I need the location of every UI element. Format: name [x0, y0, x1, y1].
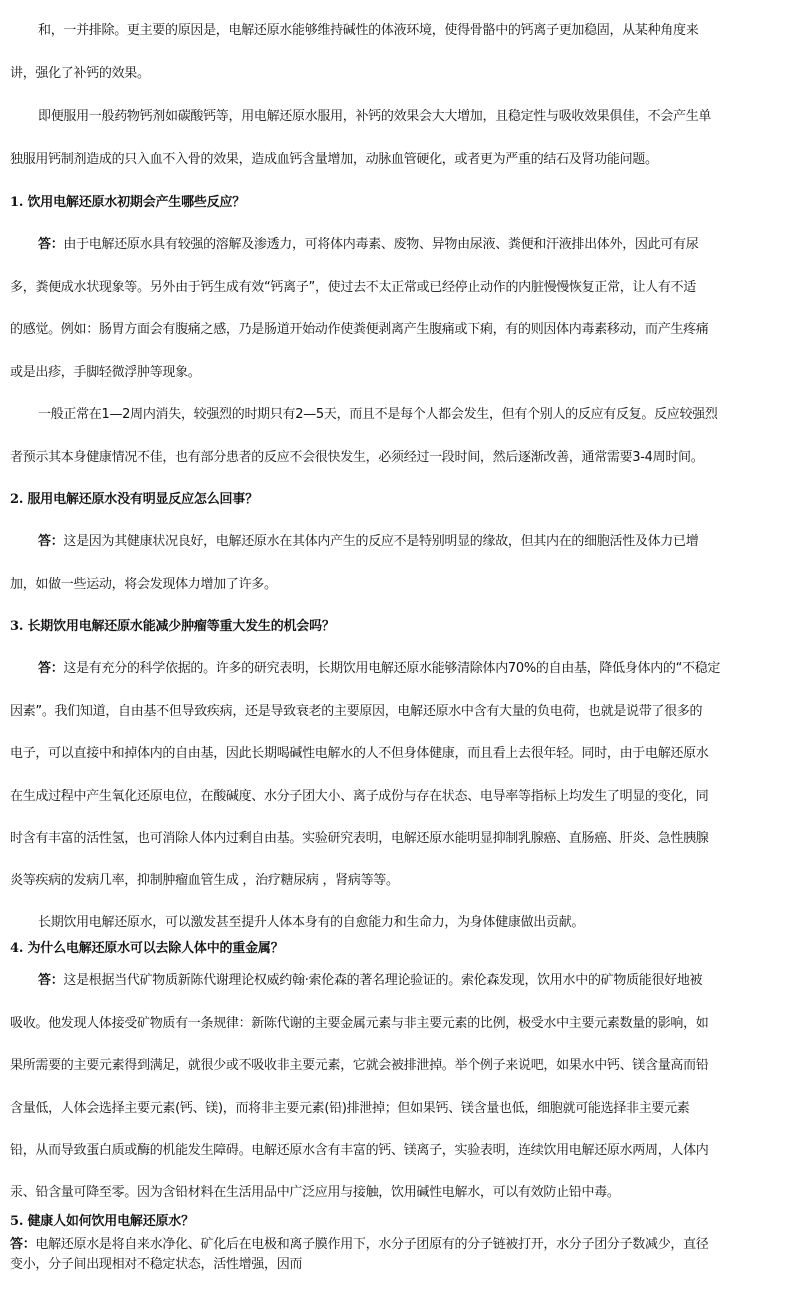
paragraph-line — [10, 110, 799, 124]
line-text: 独服用钙制剂造成的只入血不入骨的效果，造成血钙含量增加，动脉血管硬化，或者更为严重的结石及肾功能问题。 — [10, 152, 658, 167]
line-text: 电子，可以直接中和掉体内的自由基，因此长期喝碱性电解水的人不但身体健康，而且看上去很年轻。同时，由于电解还原水 — [10, 746, 709, 761]
paragraph-line — [10, 790, 790, 804]
question-heading — [10, 493, 790, 507]
heading-text: 4. 为什么电解还原水可以去除人体中的重金属？ — [10, 941, 284, 956]
paragraph-line — [10, 747, 790, 761]
paragraph-line — [10, 1258, 790, 1272]
line-text: 一般正常在1—2周内消失，较强烈的时期只有2—5天，而且不是每个人都会发生，但有个别人的反应有反复。反应较强烈 — [38, 407, 718, 422]
line-text: 这是有充分的科学依据的。许多的研究表明，长期饮用电解还原水能够清除体内70%的自由基，降低身体内的“不稳定 — [63, 661, 721, 676]
line-text: 变小，分子间出现相对不稳定状态，活性增强，因而 — [10, 1257, 303, 1272]
line-text: 者预示其本身健康情况不佳，也有部分患者的反应不会很快发生，必须经过一段时间，然后逐渐改善，通常需要3-4周时间。 — [10, 450, 704, 465]
question-heading — [10, 196, 790, 210]
heading-text: 3. 长期饮用电解还原水能减少肿瘤等重大发生的机会吗？ — [10, 619, 335, 634]
line-text: 讲，强化了补钙的效果。 — [10, 66, 150, 81]
paragraph-line — [10, 832, 790, 846]
paragraph-line — [10, 1186, 790, 1200]
line-text: 或是出疹，手脚轻微浮肿等现象。 — [10, 365, 201, 380]
paragraph-line — [10, 705, 790, 719]
answer-label: 答： — [10, 1237, 36, 1252]
paragraph-line — [10, 535, 799, 549]
answer-label: 答： — [38, 661, 64, 676]
paragraph-line — [10, 238, 799, 252]
line-text: 这是根据当代矿物质新陈代谢理论权威约翰·索伦森的著名理论验证的。索伦森发现，饮用水中的矿物质能很好地被 — [63, 973, 703, 988]
line-text: 吸收。他发现人体接受矿物质有一条规律：新陈代谢的主要金属元素与非主要元素的比例，极受水中主要元素数量的影响，如 — [10, 1016, 709, 1031]
paragraph-line — [10, 323, 790, 337]
line-text: 这是因为其健康状况良好，电解还原水在其体内产生的反应不是特别明显的缘故，但其内在的细胞活性及体力已增 — [63, 534, 699, 549]
answer-label: 答： — [38, 534, 64, 549]
paragraph-line — [10, 24, 799, 38]
paragraph-line — [10, 67, 790, 81]
line-text: 炎等疾病的发病几率，抑制肿瘤血管生成 ，治疗糖尿病 ，肾病等等。 — [10, 873, 399, 888]
line-text: 时含有丰富的活性氢，也可消除人体内过剩自由基。实验研究表明，电解还原水能明显抑制乳腺癌、直肠癌、肝炎、急性胰腺 — [10, 831, 709, 846]
line-text: 含量低，人体会选择主要元素(钙、镁)，而将非主要元素(铅)排泄掉；但如果钙、镁含量也低，细胞就可能选择非主要元素 — [10, 1101, 690, 1116]
line-text: 长期饮用电解还原水，可以激发甚至提升人体本身有的自愈能力和生命力，为身体健康做出贡献。 — [38, 915, 585, 930]
line-text: 因素”。我们知道，自由基不但导致疾病，还是导致衰老的主要原因，电解还原水中含有大量的负电荷，也就是说带了很多的 — [10, 704, 703, 719]
paragraph-line — [10, 1238, 790, 1252]
line-text: 加，如做一些运动，将会发现体力增加了许多。 — [10, 577, 277, 592]
paragraph-line — [10, 153, 790, 167]
line-text: 电解还原水是将自来水净化、矿化后在电极和离子膜作用下，水分子团原有的分子链被打开，水分子团分子数减少，直径 — [35, 1237, 709, 1252]
line-text: 果所需要的主要元素得到满足，就很少或不吸收非主要元素，它就会被排泄掉。举个例子来说吧，如果水中钙、镁含量高而铅 — [10, 1058, 709, 1073]
question-heading — [10, 942, 790, 956]
heading-text: 1. 饮用电解还原水初期会产生哪些反应？ — [10, 195, 246, 210]
question-heading — [10, 620, 790, 634]
answer-label: 答： — [38, 973, 64, 988]
paragraph-line — [10, 1059, 790, 1073]
line-text: 汞、铅含量可降至零。因为含铅材料在生活用品中广泛应用与接触，饮用碱性电解水，可以有效防止铅中毒。 — [10, 1185, 620, 1200]
line-text: 多，粪便成水状现象等。另外由于钙生成有效“钙离子”，使过去不太正常或已经停止动作的内脏慢慢恢复正常，让人有不适 — [10, 280, 696, 295]
heading-text: 5. 健康人如何饮用电解还原水？ — [10, 1214, 194, 1229]
paragraph-line — [10, 974, 799, 988]
paragraph-line — [10, 451, 790, 465]
paragraph-line — [10, 1144, 790, 1158]
line-text: 铅，从而导致蛋白质或酶的机能发生障碍。电解还原水含有丰富的钙、镁离子，实验表明，连续饮用电解还原水两周，人体内 — [10, 1143, 709, 1158]
paragraph-line — [10, 578, 790, 592]
line-text: 在生成过程中产生氧化还原电位，在酸碱度、水分子团大小、离子成份与存在状态、电导率等指标上均发生了明显的变化，同 — [10, 789, 709, 804]
paragraph-line — [10, 874, 790, 888]
line-text: 和，一并排除。更主要的原因是，电解还原水能够维持碱性的体液环境，使得骨骼中的钙离子更加稳固，从某种角度来 — [38, 23, 699, 38]
line-text: 即便服用一般药物钙剂如碳酸钙等，用电解还原水服用，补钙的效果会大大增加，且稳定性与吸收效果俱佳，不会产生单 — [38, 109, 712, 124]
paragraph-line — [10, 1102, 790, 1116]
paragraph-line — [10, 366, 790, 380]
paragraph-line — [10, 662, 799, 676]
paragraph-line — [10, 281, 790, 295]
answer-label: 答： — [38, 237, 64, 252]
paragraph-line — [10, 1017, 790, 1031]
line-text: 由于电解还原水具有较强的溶解及渗透力，可将体内毒素、废物、异物由尿液、粪便和汗液排出体外，因此可有尿 — [63, 237, 699, 252]
question-heading — [10, 1215, 790, 1229]
line-text: 的感觉。例如：肠胃方面会有腹痛之感，乃是肠道开始动作使粪便剥离产生腹痛或下痢，有的则因体内毒素移动，而产生疼痛 — [10, 322, 709, 337]
paragraph-line — [10, 916, 799, 930]
paragraph-line — [10, 408, 799, 422]
heading-text: 2. 服用电解还原水没有明显反应怎么回事？ — [10, 492, 258, 507]
